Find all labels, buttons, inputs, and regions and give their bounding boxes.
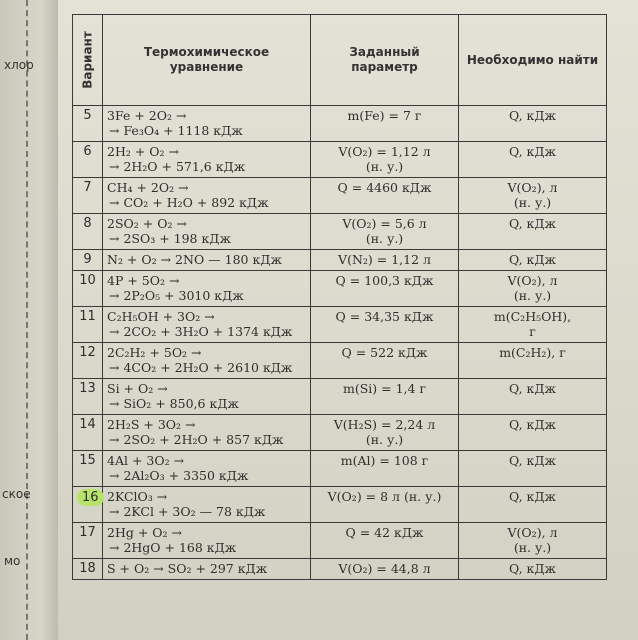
given-param-cell [311, 178, 459, 214]
find-line-1: Q, кДж [508, 108, 557, 123]
equation-line-1: Si + O₂ → [107, 381, 168, 396]
param-line-1: Q = 34,35 кДж [335, 309, 434, 324]
find-cell [459, 559, 607, 580]
equation-line-2: → 2KCl + 3O₂ — 78 кДж [109, 504, 266, 519]
given-param-cell [311, 106, 459, 142]
find-line-1: V(O₂), л [507, 273, 558, 288]
equation-line-2: → 4CO₂ + 2H₂O + 2610 кДж [109, 360, 293, 375]
side-label-3: мо [4, 554, 21, 568]
variant-number: 17 [73, 523, 103, 559]
variant-number: 7 [73, 178, 103, 214]
find-line-1: V(O₂), л [507, 525, 558, 540]
perforation-line [26, 0, 28, 640]
find-cell [459, 487, 607, 523]
equation-line-1: 4P + 5O₂ → [107, 273, 180, 288]
equation-cell [103, 307, 311, 343]
find-cell [459, 178, 607, 214]
param-line-1: V(O₂) = 1,12 л [338, 144, 431, 159]
param-line-1: m(Fe) = 7 г [347, 108, 422, 123]
header-equation: Термохимическое уравнение [103, 15, 311, 106]
table-row [73, 559, 607, 580]
param-line-1: Q = 522 кДж [341, 345, 428, 360]
find-line-1: Q, кДж [508, 252, 557, 267]
equation-cell [103, 178, 311, 214]
textbook-page [58, 0, 638, 640]
find-line-2: (н. у.) [513, 540, 552, 555]
find-cell [459, 214, 607, 250]
find-line-1: m(C₂H₂), г [499, 345, 566, 360]
equation-cell [103, 523, 311, 559]
variant-number: 12 [73, 343, 103, 379]
equation-line-1: 2KClO₃ → [107, 489, 168, 504]
thermochemistry-table [72, 14, 607, 580]
param-line-1: V(O₂) = 8 л (н. у.) [327, 489, 442, 504]
given-param-cell [311, 307, 459, 343]
table-header-row [73, 15, 607, 106]
equation-line-1: 3Fe + 2O₂ → [107, 108, 187, 123]
equation-cell [103, 142, 311, 178]
header-find: Необходимо найти [459, 15, 607, 106]
adjacent-page-edge [0, 0, 58, 640]
given-param-cell [311, 451, 459, 487]
equation-cell [103, 250, 311, 271]
equation-cell [103, 106, 311, 142]
table-row [73, 379, 607, 415]
find-cell [459, 106, 607, 142]
find-cell [459, 307, 607, 343]
header-variant: Вариант [73, 15, 103, 106]
param-line-1: V(N₂) = 1,12 л [338, 252, 431, 267]
equation-line-1: C₂H₅OH + 3O₂ → [107, 309, 215, 324]
param-line-2: (н. у.) [365, 159, 404, 174]
variant-number: 13 [73, 379, 103, 415]
side-label-2: ское [2, 487, 31, 501]
param-line-1: Q = 42 кДж [345, 525, 424, 540]
table-row [73, 250, 607, 271]
equation-line-1: 2C₂H₂ + 5O₂ → [107, 345, 202, 360]
equation-line-1: 4Al + 3O₂ → [107, 453, 185, 468]
given-param-cell [311, 379, 459, 415]
equation-line-2: → Fe₃O₄ + 1118 кДж [109, 123, 243, 138]
given-param-cell [311, 142, 459, 178]
equation-cell [103, 214, 311, 250]
variant-number: 14 [73, 415, 103, 451]
highlight-mark: 16 [77, 489, 104, 506]
equation-cell [103, 343, 311, 379]
equation-line-2: → 2SO₂ + 2H₂O + 857 кДж [109, 432, 284, 447]
find-cell [459, 523, 607, 559]
table-row [73, 307, 607, 343]
table-row [73, 106, 607, 142]
equation-line-1: CH₄ + 2O₂ → [107, 180, 189, 195]
equation-cell [103, 487, 311, 523]
table-row [73, 271, 607, 307]
given-param-cell [311, 487, 459, 523]
equation-line-2: → 2CO₂ + 3H₂O + 1374 кДж [109, 324, 293, 339]
table-row [73, 415, 607, 451]
equation-line-1: 2Hg + O₂ → [107, 525, 182, 540]
side-label-1: хлор [4, 58, 34, 72]
table-row [73, 523, 607, 559]
find-line-2: (н. у.) [513, 195, 552, 210]
variant-number: 9 [73, 250, 103, 271]
equation-cell [103, 271, 311, 307]
variant-number: 6 [73, 142, 103, 178]
variant-number: 10 [73, 271, 103, 307]
equation-line-2: → CO₂ + H₂O + 892 кДж [109, 195, 269, 210]
param-line-1: V(O₂) = 44,8 л [338, 561, 431, 576]
variant-number: 18 [73, 559, 103, 580]
param-line-1: m(Si) = 1,4 г [343, 381, 426, 396]
equation-line-2: → 2SO₃ + 198 кДж [109, 231, 231, 246]
variant-number: 8 [73, 214, 103, 250]
given-param-cell [311, 559, 459, 580]
equation-line-1: 2SO₂ + O₂ → [107, 216, 187, 231]
variant-number: 5 [73, 106, 103, 142]
table-row [73, 487, 607, 523]
find-line-1: Q, кДж [508, 453, 557, 468]
find-cell [459, 271, 607, 307]
param-line-2: (н. у.) [365, 432, 404, 447]
param-line-1: Q = 100,3 кДж [335, 273, 434, 288]
param-line-1: V(H₂S) = 2,24 л [333, 417, 436, 432]
equation-line-2: → 2H₂O + 571,6 кДж [109, 159, 246, 174]
table-row [73, 451, 607, 487]
equation-line-1: 2H₂ + O₂ → [107, 144, 179, 159]
equation-line-1: S + O₂ → SO₂ + 297 кДж [107, 561, 268, 576]
find-line-1: V(O₂), л [507, 180, 558, 195]
given-param-cell [311, 271, 459, 307]
equation-line-1: 2H₂S + 3O₂ → [107, 417, 196, 432]
given-param-cell [311, 343, 459, 379]
param-line-1: V(O₂) = 5,6 л [342, 216, 427, 231]
param-line-2: (н. у.) [365, 231, 404, 246]
equation-line-1: N₂ + O₂ → 2NO — 180 кДж [107, 252, 282, 267]
find-line-2: г [529, 324, 536, 339]
find-line-1: Q, кДж [508, 489, 557, 504]
table-row [73, 178, 607, 214]
given-param-cell [311, 214, 459, 250]
variant-number: 11 [73, 307, 103, 343]
header-param: Заданный параметр [311, 15, 459, 106]
equation-cell [103, 415, 311, 451]
equation-cell [103, 559, 311, 580]
find-line-1: Q, кДж [508, 561, 557, 576]
find-line-1: Q, кДж [508, 417, 557, 432]
equation-line-2: → 2P₂O₅ + 3010 кДж [109, 288, 244, 303]
variant-number [73, 487, 103, 523]
find-cell [459, 250, 607, 271]
equation-cell [103, 379, 311, 415]
param-line-1: m(Al) = 108 г [340, 453, 429, 468]
equation-line-2: → 2Al₂O₃ + 3350 кДж [109, 468, 249, 483]
table-row [73, 214, 607, 250]
equation-cell [103, 451, 311, 487]
find-line-2: (н. у.) [513, 288, 552, 303]
equation-line-2: → 2HgO + 168 кДж [109, 540, 237, 555]
find-cell [459, 343, 607, 379]
given-param-cell [311, 415, 459, 451]
given-param-cell [311, 250, 459, 271]
find-cell [459, 142, 607, 178]
equation-line-2: → SiO₂ + 850,6 кДж [109, 396, 239, 411]
find-line-1: Q, кДж [508, 381, 557, 396]
find-cell [459, 451, 607, 487]
find-cell [459, 379, 607, 415]
variant-number: 15 [73, 451, 103, 487]
find-line-1: Q, кДж [508, 216, 557, 231]
find-line-1: m(C₂H₅OH), [493, 309, 572, 324]
param-line-1: Q = 4460 кДж [337, 180, 432, 195]
find-cell [459, 415, 607, 451]
given-param-cell [311, 523, 459, 559]
table-row [73, 343, 607, 379]
find-line-1: Q, кДж [508, 144, 557, 159]
table-row [73, 142, 607, 178]
table-body [73, 106, 607, 580]
